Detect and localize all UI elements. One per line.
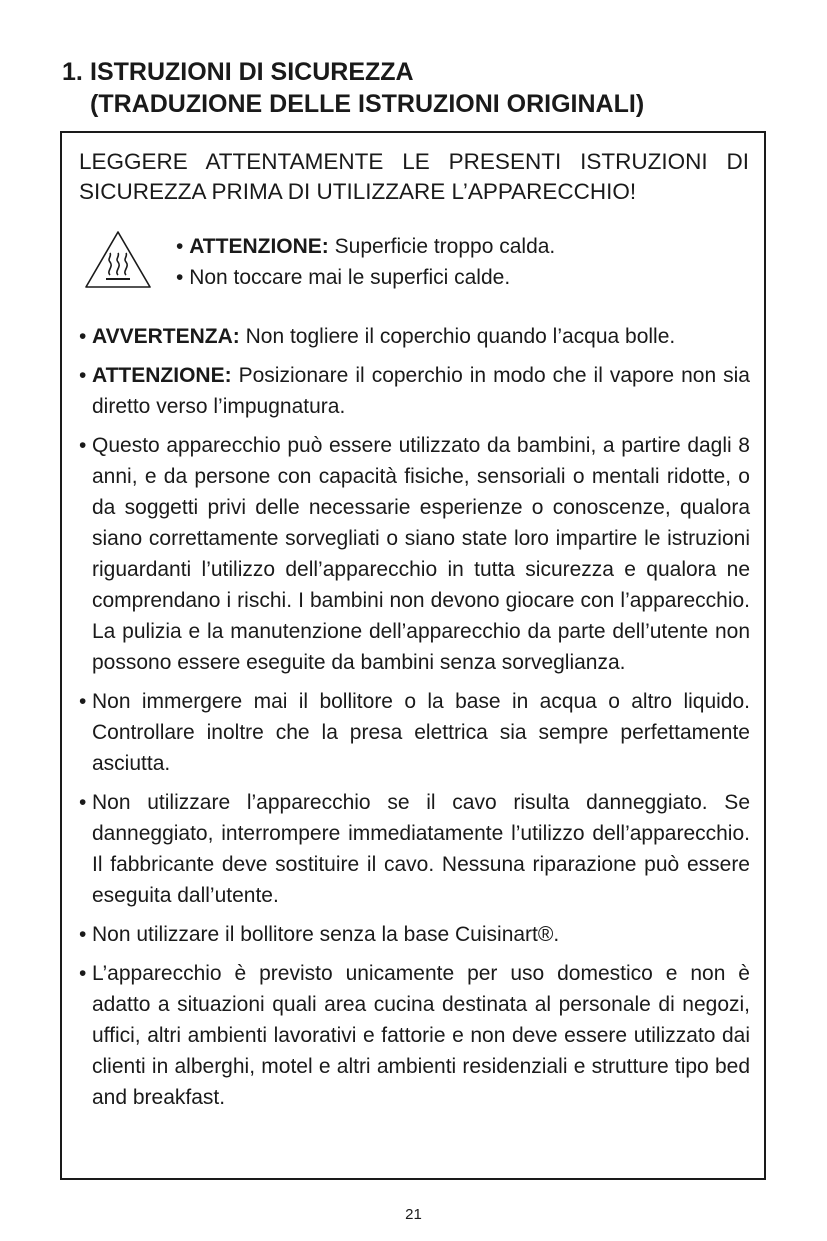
item-text: Posizionare il coperchio in modo che il vapore non sia diretto verso l’impugnatura. bbox=[92, 364, 750, 418]
hot-surface-text: Superficie troppo calda. bbox=[328, 235, 556, 258]
item-text: Non togliere il coperchio quando l’acqua bolle. bbox=[239, 325, 676, 348]
section-title: ISTRUZIONI DI SICUREZZA bbox=[90, 58, 414, 86]
list-item: • Non utilizzare l’apparecchio se il cavo risulta danneggiato. Se danneggiato, interrompere immediatamente l’utilizzo dell’apparecchio. Il fabbricante deve sostituire il cavo. Nessuna riparazione può essere eseguita dall’utente. bbox=[79, 787, 750, 911]
hot-surface-warning bbox=[84, 229, 744, 293]
hot-surface-label: ATTENZIONE: bbox=[189, 235, 329, 258]
safety-list bbox=[79, 321, 750, 1121]
hot-surface-warning-icon bbox=[84, 229, 152, 291]
list-item: • Non utilizzare il bollitore senza la base Cuisinart®. bbox=[79, 919, 750, 950]
section-number: 1. bbox=[62, 58, 83, 86]
section-subtitle: (TRADUZIONE DELLE ISTRUZIONI ORIGINALI) bbox=[90, 90, 645, 118]
safety-instructions-box bbox=[60, 131, 766, 1180]
item-label: AVVERTENZA: bbox=[92, 325, 240, 348]
hot-surface-line-1: • ATTENZIONE: Superficie troppo calda. bbox=[176, 235, 556, 258]
item-label: ATTENZIONE: bbox=[92, 364, 232, 387]
hot-surface-line-2: • Non toccare mai le superfici calde. bbox=[176, 266, 511, 289]
hot-surface-text-2: Non toccare mai le superfici calde. bbox=[189, 266, 511, 289]
page-number: 21 bbox=[405, 1206, 422, 1223]
list-item: • L’apparecchio è previsto unicamente per uso domestico e non è adatto a situazioni quali area cucina destinata al personale di negozi, uffici, altri ambienti lavorativi e fattorie e non deve essere utilizzato dai clienti in alberghi, motel e altri ambienti residenziali e strutture tipo bed and breakfast. bbox=[79, 958, 750, 1113]
list-item: • Questo apparecchio può essere utilizzato da bambini, a partire dagli 8 anni, e da persone con capacità fisiche, sensoriali o mentali ridotte, o da soggetti privi delle necessarie esperienze o conoscenze, qualora siano correttamente sorvegliati o siano state loro impartire le istruzioni riguardanti l’utilizzo dell’apparecchio in tutta sicurezza e qualora ne comprendano i rischi. I bambini non devono giocare con l’apparecchio. La pulizia e la manutenzione dell’apparecchio da parte dell’utente non possono essere eseguite da bambini senza sorveglianza. bbox=[79, 430, 750, 678]
list-item: • Non immergere mai il bollitore o la base in acqua o altro liquido. Controllare inoltre che la presa elettrica sia sempre perfettamente asciutta. bbox=[79, 686, 750, 779]
section-heading bbox=[62, 56, 782, 120]
list-item bbox=[79, 360, 750, 422]
intro-warning: LEGGERE ATTENTAMENTE LE PRESENTI ISTRUZIONI DI SICUREZZA PRIMA DI UTILIZZARE L’APPARECCHIO! bbox=[79, 149, 749, 204]
list-item bbox=[79, 321, 750, 352]
